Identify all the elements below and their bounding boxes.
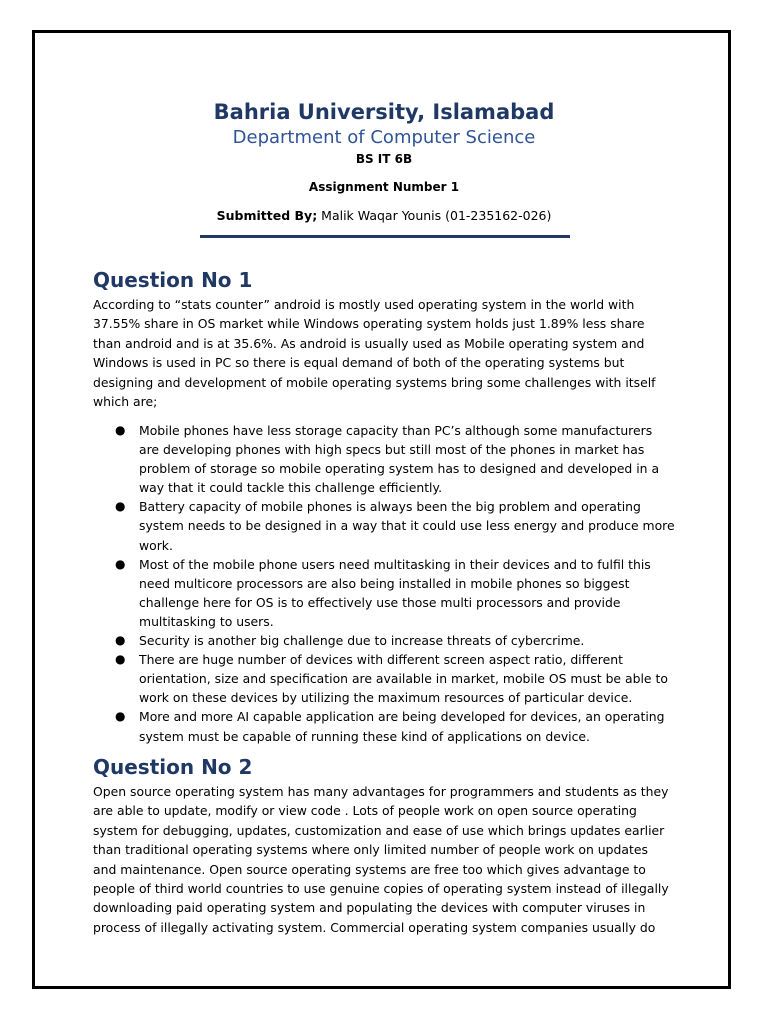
text-line: According to “stats counter” android is mostly used operating system in the world with [93,297,635,312]
text-line: than traditional operating systems where only limited number of people work on updates [93,842,648,858]
text-line: challenge here for OS is to effectively use those multi processors and provide [139,594,621,610]
text-line: system for debugging, updates, customization and ease of use which brings updates earlier [93,822,665,838]
class-label: BS IT 6B [355,152,413,166]
text-line: work. [139,537,173,553]
text-line: are developing phones with high specs but still most of the phones in market has [139,442,645,458]
bullet-icon: ● [115,633,126,648]
text-line: need multicore processors are also being installed in mobile phones so biggest [139,575,630,591]
list-item [93,631,693,650]
text-line: which are; [93,394,158,410]
text-line: More and more AI capable application are being developed for devices, an operating [139,709,665,725]
text-line: system must be capable of running these kind of applications on device. [139,728,590,744]
text-line: There are huge number of devices with different screen aspect ratio, different [139,652,623,668]
text-line: multitasking to users. [139,613,274,629]
list-item [93,650,693,707]
question-2-title: Question No 2 [93,755,253,779]
bullet-icon: ● [115,423,126,437]
text-line: 37.55% share in OS market while Windows operating system holds just 1.89% less share [93,316,645,332]
department-title: Department of Computer Science [232,127,536,148]
text-line: designing and development of mobile operating systems bring some challenges with itself [93,374,656,390]
list-item [93,707,693,745]
bullet-icon: ● [115,499,126,514]
submitted-by-label: Submitted By; [216,208,318,223]
text-line: than android and is at 35.6%. As android is usually used as Mobile operating system and [93,335,645,351]
question-1-intro [93,295,693,411]
text-line: Battery capacity of mobile phones is always been the big problem and operating [139,499,641,515]
bullet-icon: ● [115,709,126,724]
text-line: Mobile phones have less storage capacity than PC’s although some manufacturers [139,423,653,438]
question-1-title: Question No 1 [93,268,253,292]
text-line: process of illegally activating system. Commercial operating system companies usually do [93,919,656,935]
text-line: and maintenance. Open source operating systems are free too which gives advantage to [93,861,646,877]
list-item [93,555,693,631]
text-line: work on these devices by utilizing the maximum resources of particular device. [139,690,633,706]
submitted-by [0,208,768,223]
bullet-icon: ● [115,652,126,667]
assignment-label: Assignment Number 1 [308,180,460,194]
submitted-by-name: Malik Waqar Younis (01-235162-026) [317,208,552,223]
text-line: Most of the mobile phone users need multitasking in their devices and to fulfil this [139,556,651,572]
university-title: Bahria University, Islamabad [213,100,555,124]
text-line: orientation, size and specification are available in market, mobile OS must be able to [139,671,668,687]
text-line: system needs to be designed in a way that it could use less energy and produce more [139,518,675,534]
list-item [93,421,693,497]
text-line: are able to update, modify or view code . Lots of people work on open source operating [93,803,637,819]
text-line: Windows is used in PC so there is equal demand of both of the operating systems but [93,355,625,371]
text-line: people of third world countries to use genuine copies of operating system instead of illegally [93,881,669,897]
text-line: problem of storage so mobile operating system has to designed and developed in a [139,461,660,477]
text-line: way that it could tackle this challenge efficiently. [139,480,443,496]
bullet-icon: ● [115,556,126,571]
header-divider [200,235,570,238]
challenges-list [93,421,693,746]
text-line: Security is another big challenge due to increase threats of cybercrime. [139,633,585,649]
text-line: Open source operating system has many advantages for programmers and students as they [93,784,669,799]
list-item [93,497,693,554]
text-line: downloading paid operating system and populating the devices with computer viruses in [93,900,646,916]
question-2-body [93,782,693,937]
